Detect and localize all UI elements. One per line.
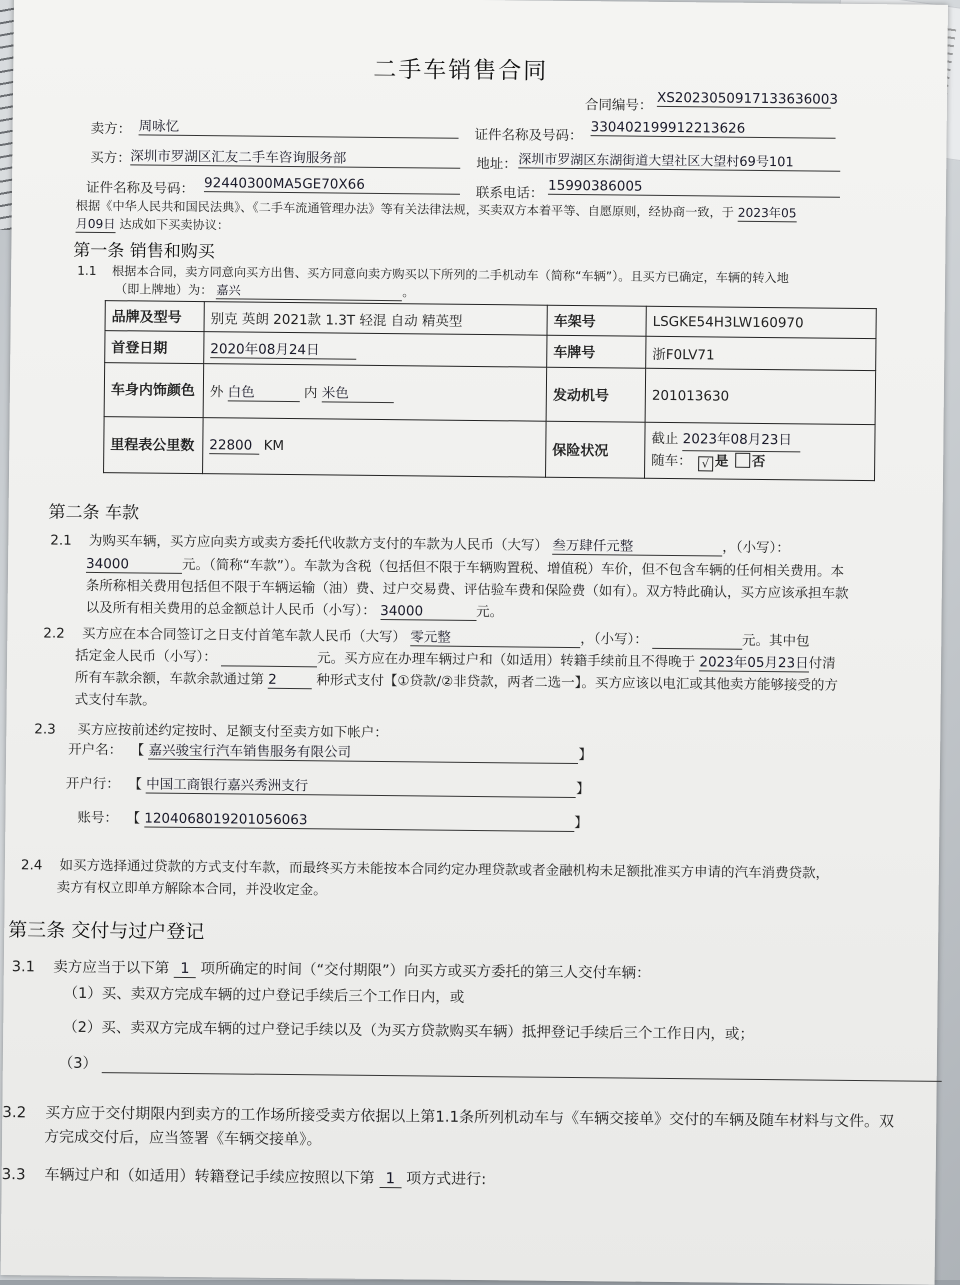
account-name-row [68,738,592,764]
clause-3-3-line1 [2,1163,487,1189]
interior-label: 内 [303,385,318,402]
preamble-date-part1: 2023年05 [737,205,797,221]
no-label: 否 [751,453,766,471]
clause-1-1-end: 。 [402,285,415,300]
clause-2-2-text4: 括定金人民币（小写）： [75,647,217,666]
clause-3-1-text1: 卖方应当于以下第 [53,959,170,977]
clause-3-1-number: 3.1 [11,959,35,976]
exterior-color: 白色 [228,380,300,402]
checkbox-no[interactable] [735,453,750,468]
buyer-id-label: 证件名称及号码： [85,179,195,198]
insurance-until-value: 2023年08月23日 [683,429,801,452]
clause-2-1-text1: 为购买车辆，买方应向卖方或卖方委托代收款方支付的车款为人民币（大写） [88,532,549,554]
clause-3-1-line1 [12,955,651,983]
insurance-until-label: 截止 [651,430,679,448]
clause-2-4-number: 2.4 [20,857,43,874]
preamble-date-part2: 月09日 [75,216,116,232]
clause-2-1-text4: 以及所有相关费用的总金额总计人民币（小写）： [85,599,376,619]
first-payment-uppercase: 零元整 [410,625,580,648]
clause-2-2-text3: 元。其中包 [741,632,810,650]
buyer-phone-label: 联系电话： [475,184,544,202]
buyer-address-label: 地址： [476,155,517,173]
clause-3-3-text1: 车辆过户和（如适用）转籍登记手续应按照以下第 [44,1165,375,1187]
registration-date-value: 2020年08月24日 [210,337,356,360]
article1-heading: 第一条 销售和购买 [73,240,215,263]
exterior-label: 外 [209,384,224,401]
clause-3-1-option2: （2）买、卖双方完成车辆的过户登记手续以及（为买方贷款购买车辆）抵押登记手续后三个工作日内，或； [63,1019,754,1043]
clause-1-1-place-label: （即上牌地）为： [114,282,213,298]
preamble-line2 [76,215,230,235]
article3-heading: 第三条 交付与过户登记 [8,919,205,944]
contract-number-value: XS2023050917133636003 [656,89,839,108]
account-name-value: 嘉兴骏宝行汽车销售服务有限公司 [148,739,578,765]
clause-2-2-line4: 式支付车款。 [74,691,156,709]
account-number-value: 1204068019201056063 [144,811,574,833]
article2-heading: 第二条 车款 [48,502,140,524]
registration-date-label: 首登日期 [105,331,204,364]
delivery-item-number: 1 [174,961,196,978]
option3-blank [102,1056,942,1082]
checkbox-yes-checked[interactable]: √ [698,456,713,471]
clause-1-1-text: 根据本合同，卖方同意向买方出售、买方同意向卖方购买以下所列的二手机动车（简称“车辆”）。且买方已确定，车辆的转入地 [111,264,789,286]
preamble-end: 达成如下买卖协议： [119,217,230,233]
clause-2-1-number: 2.1 [50,532,72,549]
insurance-label: 保险状况 [546,421,646,478]
clause-3-3-text2: 项方式进行: [406,1169,487,1189]
clause-2-2-text2: ，（小写）： [580,631,648,648]
account-name-label: 开户名： [68,741,123,759]
clause-3-2-number: 3.2 [2,1103,27,1122]
brand-label: 品牌及型号 [105,301,204,332]
buyer-phone-value: 15990386005 [548,178,840,198]
clause-2-1-line4 [86,596,504,621]
account-bank-label: 开户行： [65,775,120,793]
engine-value: 201013630 [645,368,876,424]
clause-2-3-number: 2.3 [34,721,56,738]
clause-3-2-line2: 方完成交付后，应当签署《车辆交接单》。 [43,1127,322,1149]
clause-2-2-text5: 元。买方应在办理车辆过户和（如适用）转籍手续前且不得晚于 [317,650,696,671]
color-label: 车身内饰颜色 [104,363,204,418]
seller-id-value: 330402199912213626 [591,119,836,139]
contract-page [1,0,948,1285]
mileage-value: 22800 [209,437,259,455]
clause-3-2-text: 买方应于交付期限内到卖方的工作场所接受卖方依据以上第1.1条所列机动车与《车辆交接单》交付的车辆及随车材料与文件。双 [45,1103,895,1131]
clause-1-1-line2 [115,280,415,301]
seller-label: 卖方： [90,120,132,138]
mileage-unit: KM [263,437,285,454]
first-payment-lowercase-blank [652,632,742,650]
mileage-cell [203,418,547,478]
clause-1-1-number: 1.1 [77,263,97,278]
clause-2-1-line3: 条所称相关费用包括但不限于车辆运输（油）费、过户交易费、评估验车费和保险费（如有）。双方特此确认，买方应该承担车款 [85,577,849,602]
brand-value: 别克 英朗 2021款 1.3T 轻混 自动 精英型 [204,302,547,336]
clause-2-2-number: 2.2 [43,625,65,642]
contract-number-label: 合同编号： [584,97,653,114]
clause-2-2-text8: 种形式支付【①贷款/②非贷款，两者二选一】。买方应该以电汇或其他卖方能够接受的方 [316,672,839,694]
clause-2-4-text: 如买方选择通过贷款的方式支付车款，而最终买方未能按本合同约定办理贷款或者金融机构未足额批准买方申请的汽车消费贷款， [59,857,830,882]
bracket-close: 】 [578,747,593,764]
registration-date-cell [204,332,547,368]
bracket-open: 【 [128,776,142,793]
deposit-blank [221,649,317,667]
mileage-label: 里程表公里数 [104,417,204,474]
bracket-close: 】 [576,781,590,798]
interior-color: 米色 [322,381,394,403]
color-cell [203,364,547,422]
bracket-close: 】 [574,815,588,832]
transfer-item-number: 1 [379,1169,401,1188]
seller-name: 周咏忆 [139,114,459,138]
clause-2-2-text1: 买方应在本合同签订之日支付首笔车款人民币（大写） [81,625,407,646]
engine-label: 发动机号 [546,367,646,422]
buyer-id-value: 92440300MA5GE70X66 [204,175,460,195]
total-amount: 34000 [380,603,476,621]
price-lowercase: 34000 [86,556,182,574]
clause-2-2-text7: 所有车款余额，车款余款通过第 [74,669,264,688]
account-bank-row [66,772,590,798]
buyer-label: 买方： [90,149,131,167]
clause-3-3-number: 3.3 [1,1165,26,1184]
clause-2-1-text3: 元。（简称“车款”）。车款为含税（包括但不限于车辆购置税、增值税）车价，但不包含车辆的任何相关费用。本 [181,556,845,580]
clause-3-1-text2: 项所确定的时间（“交付期限”）向买方或买方委托的第三人交付车辆： [200,961,651,982]
clause-2-1-text2: ，（小写）： [722,539,790,557]
clause-2-2-text6: 付清 [808,655,836,672]
plate-label: 车牌号 [547,335,646,368]
account-number-row [77,806,588,832]
vin-label: 车架号 [547,305,646,336]
bracket-open: 【 [126,810,141,827]
balance-deadline: 2023年05月23日 [699,650,808,672]
account-bank-value: 中国工商银行嘉兴秀洲支行 [146,773,576,799]
seller-id-label: 证件名称及号码： [474,126,583,145]
insurance-cell [645,422,876,480]
clause-3-1-option3 [59,1052,942,1082]
vin-value: LSGKE54H3LW160970 [646,306,876,338]
bracket-open: 【 [130,742,145,759]
option3-label: （3） [58,1055,98,1073]
clause-3-1-option1: （1）买、卖双方完成车辆的过户登记手续后三个工作日内，或 [63,985,465,1006]
clause-2-1-text5: 元。 [476,603,504,621]
preamble-text: 根据《中华人民共和国民法典》、《二手车流通管理办法》等有关法律法规，买卖双方本着平等、自愿原则，经协商一致，于 [75,198,734,220]
plate-value: 浙F0LV71 [646,336,876,370]
buyer-name: 深圳市罗湖区汇友二手车咨询服务部 [130,144,460,168]
payment-method: 2 [268,672,312,689]
price-uppercase: 叁万肆仟元整 [552,534,722,557]
clause-2-3-text: 买方应按前述约定按时、足额支付至卖方如下帐户： [77,721,388,742]
insurance-with-car-label: 随车： [651,452,692,470]
clause-1-1-place: 嘉兴 [216,281,402,301]
clause-2-4-line2: 卖方有权立即单方解除本合同，并没收定金。 [56,879,327,899]
buyer-address-value: 深圳市罗湖区东湖街道大望社区大望村69号101 [518,148,840,171]
vehicle-info-table [103,300,877,481]
document-title: 二手车销售合同 [373,56,549,85]
yes-label: 是 [714,453,729,470]
account-number-label: 账号： [77,809,118,827]
